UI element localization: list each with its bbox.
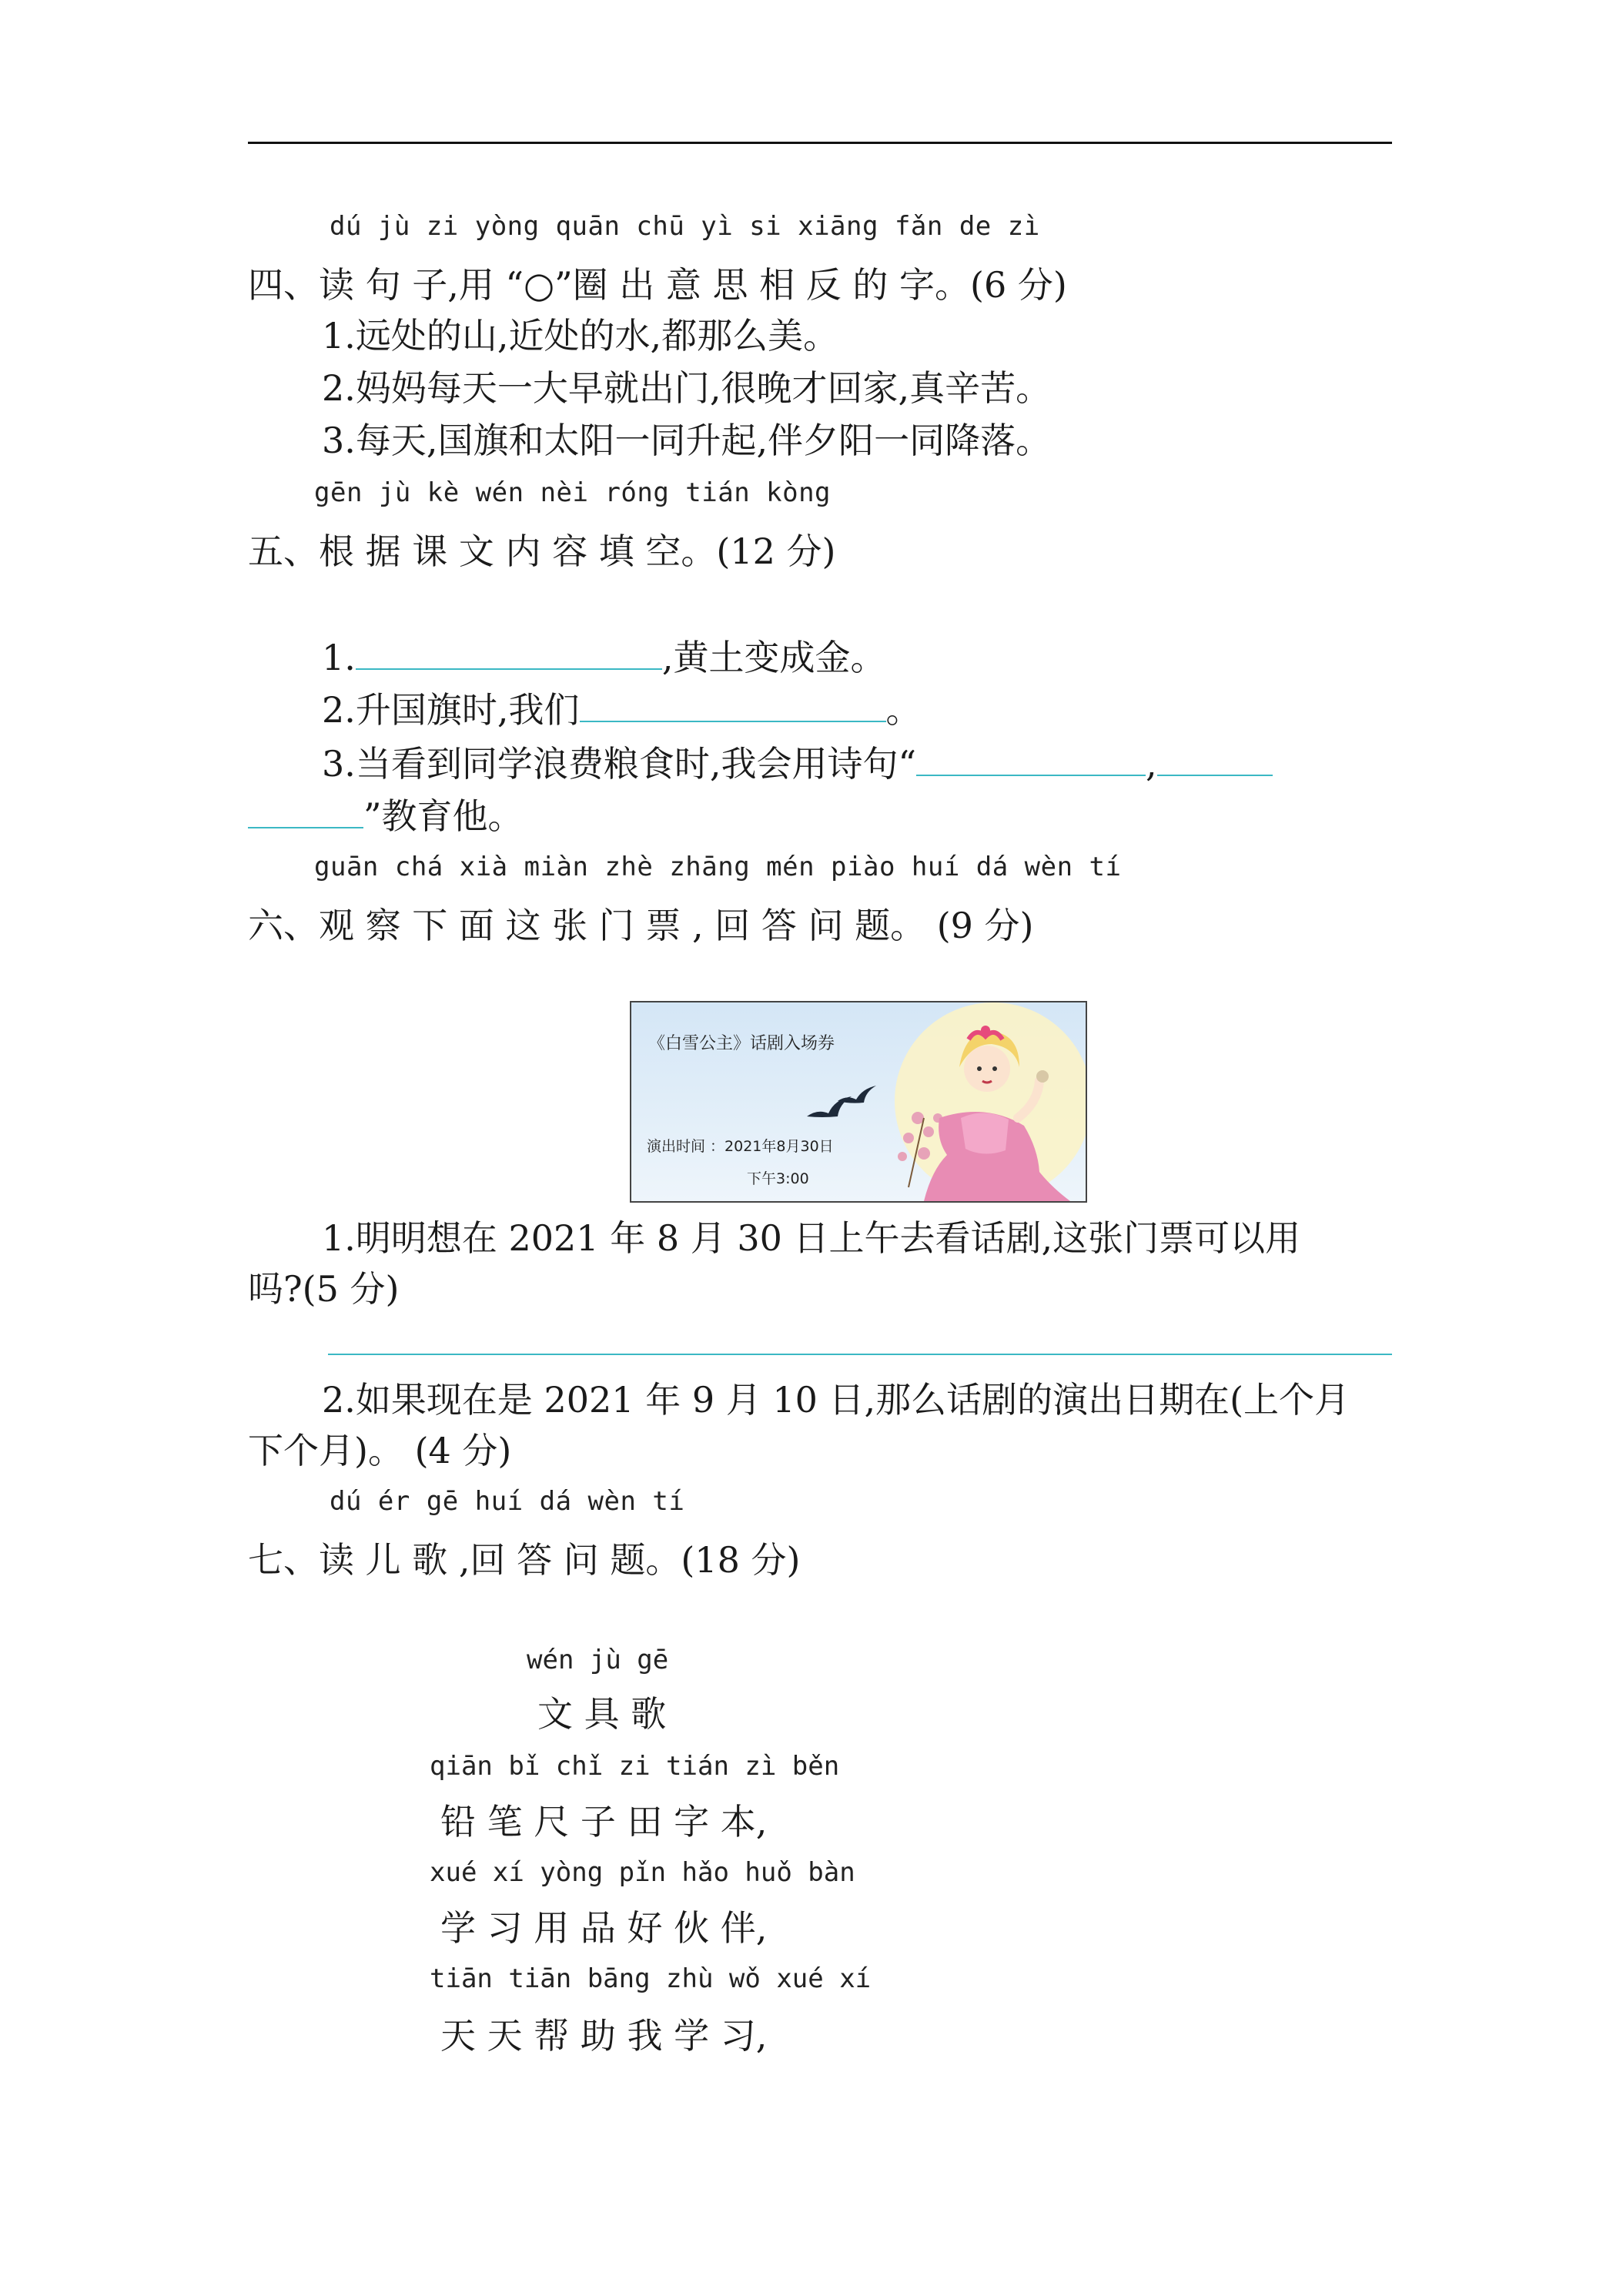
section4-item-3: 3.每天,国旗和太阳一同升起,伴夕阳一同降落。 <box>322 420 1052 461</box>
section6-q2-line2: 下个月)。 (4 分) <box>248 1430 512 1471</box>
section5-item-3-cont <box>248 788 524 839</box>
section7-pinyin: dú ér gē huí dá wèn tí <box>330 1486 685 1517</box>
item3-comma: , <box>1146 743 1157 785</box>
fill-blank-2[interactable] <box>580 690 886 722</box>
answer-line-q1[interactable] <box>328 1354 1392 1355</box>
item1-number: 1. <box>322 637 356 678</box>
poem-line-1: 铅 笔 尺 子 田 字 本, <box>440 1801 768 1842</box>
ticket-time-pm: 下午3:00 <box>747 1170 809 1187</box>
section6-q1-line2: 吗?(5 分) <box>248 1268 400 1310</box>
fill-blank-3a[interactable] <box>916 744 1146 776</box>
item1-suffix: ,黄土变成金。 <box>661 637 886 678</box>
poem-line-3-pinyin: tiān tiān bāng zhù wǒ xué xí <box>430 1963 872 1994</box>
section5-item-3 <box>322 736 1273 787</box>
section6-pinyin: guān chá xià miàn zhè zhāng mén piào huí dá wèn tí <box>314 852 1122 882</box>
poem-line-1-pinyin: qiān bǐ chǐ zi tián zì běn <box>430 1751 840 1782</box>
section6-q2-line1: 2.如果现在是 2021 年 9 月 10 日,那么话剧的演出日期在(上个月 <box>322 1379 1350 1421</box>
section5-heading: 五、根 据 课 文 内 容 填 空。(12 分) <box>248 530 836 572</box>
section6-heading: 六、观 察 下 面 这 张 门 票 , 回 答 问 题。 (9 分) <box>248 905 1034 946</box>
poem-line-2: 学 习 用 品 好 伙 伴, <box>440 1907 768 1949</box>
fill-blank-3c[interactable] <box>248 796 363 828</box>
fill-blank-1[interactable] <box>356 638 662 670</box>
section4-heading: 四、读 句 子,用 “○”圈 出 意 思 相 反 的 字。(6 分) <box>248 264 1067 306</box>
item2-suffix: 。 <box>885 689 922 731</box>
section5-pinyin: gēn jù kè wén nèi róng tián kòng <box>314 477 832 508</box>
section5-item-2 <box>322 682 922 733</box>
poem-title-pinyin: wén jù gē <box>527 1645 669 1675</box>
section4-pinyin: dú jù zi yòng quān chū yì si xiāng fǎn de zì <box>330 211 1040 242</box>
ticket-image <box>630 1001 1087 1203</box>
poem-line-3: 天 天 帮 助 我 学 习, <box>440 2015 768 2057</box>
top-rule <box>248 142 1392 144</box>
poem-title: 文 具 歌 <box>537 1693 667 1735</box>
ticket-title: 《白雪公主》话剧入场券 <box>648 1034 835 1053</box>
fill-blank-3b[interactable] <box>1157 744 1273 776</box>
section4-item-1: 1.远处的山,近处的水,都那么美。 <box>322 315 839 356</box>
section5-item-1 <box>322 630 886 681</box>
item3-prefix: 3.当看到同学浪费粮食时,我会用诗句“ <box>322 743 917 785</box>
section7-heading: 七、读 儿 歌 ,回 答 问 题。(18 分) <box>248 1539 801 1581</box>
item2-prefix: 2.升国旗时,我们 <box>322 689 580 731</box>
item3-suffix: ”教育他。 <box>363 795 524 837</box>
section6-q1-line1: 1.明明想在 2021 年 8 月 30 日上午去看话剧,这张门票可以用 <box>322 1217 1301 1259</box>
poem-line-2-pinyin: xué xí yòng pǐn hǎo huǒ bàn <box>430 1857 855 1888</box>
section4-item-2: 2.妈妈每天一大早就出门,很晚才回家,真辛苦。 <box>322 367 1052 409</box>
ticket-time: 演出时间 ：2021年8月30日 <box>647 1138 834 1155</box>
